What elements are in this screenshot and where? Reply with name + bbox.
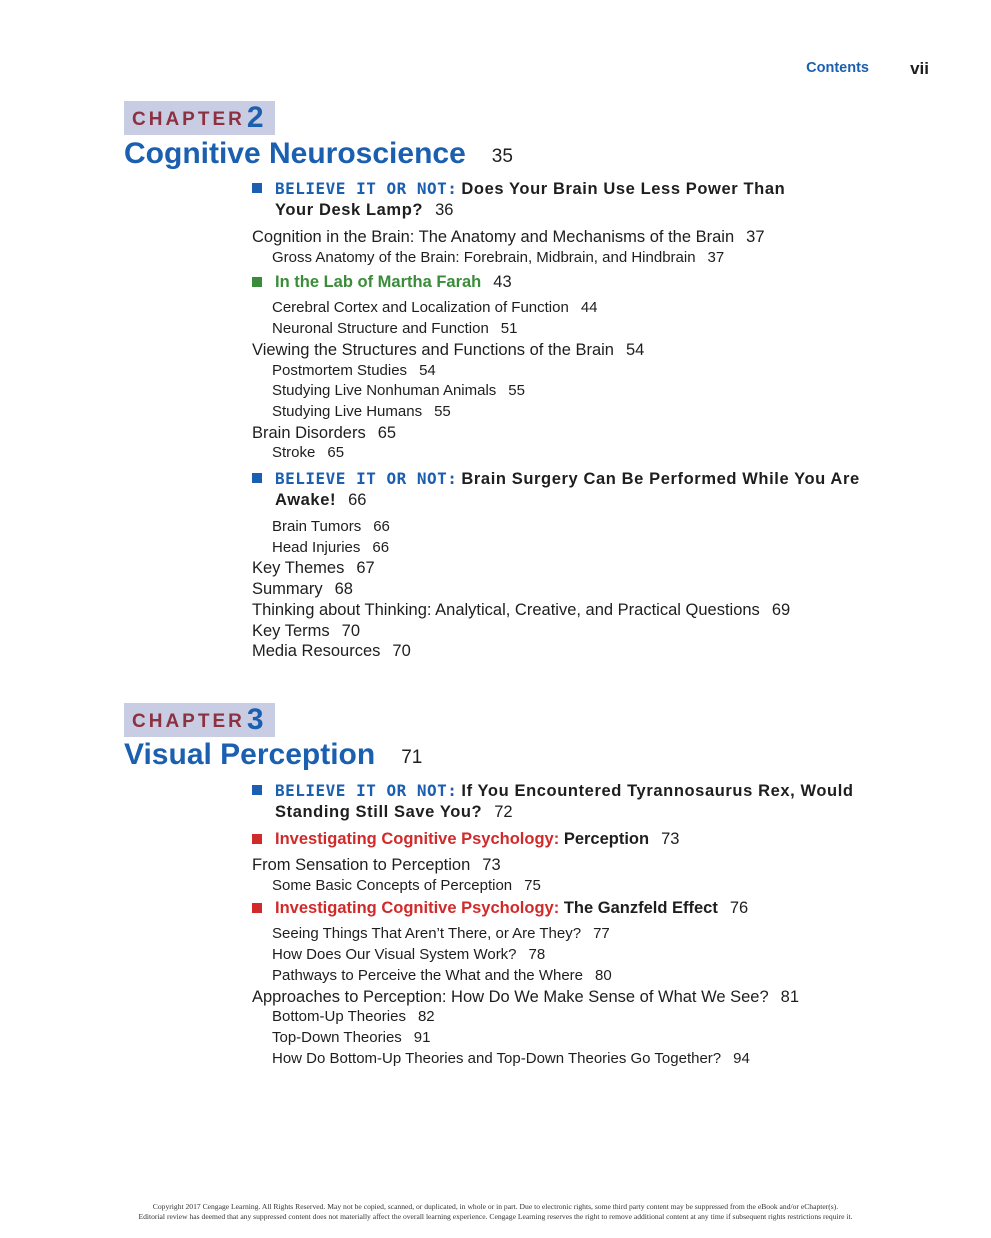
- chapter-label: [124, 101, 275, 135]
- entry-text: Head Injuries: [272, 538, 361, 556]
- entry-page: 70: [341, 621, 360, 640]
- chapter-label: [124, 703, 275, 737]
- believe-title-line1: Brain Surgery Can Be Performed While You Are: [461, 470, 860, 489]
- toc-entry-level1[interactable]: [252, 579, 932, 600]
- believe-title-line1: Does Your Brain Use Less Power Than: [461, 180, 786, 198]
- entry-page: 72: [494, 803, 513, 821]
- entry-page: 68: [334, 580, 353, 599]
- chapter-title[interactable]: [124, 738, 422, 772]
- entry-text: How Do Bottom-Up Theories and Top-Down Theories Go Together?: [272, 1049, 722, 1067]
- chapter-number: 3: [246, 703, 264, 736]
- entry-page: 76: [729, 899, 749, 918]
- investigating-entry[interactable]: [252, 829, 932, 850]
- chapter-page: 35: [491, 146, 513, 167]
- in-the-lab-entry[interactable]: [252, 272, 932, 293]
- investigating-label: Investigating Cognitive Psychology:: [275, 899, 560, 918]
- footer-line-1: Copyright 2017 Cengage Learning. All Rights Reserved. May not be copied, scanned, or duplicated, in whole or in part. Due to electronic rights, some third party content may be suppressed from the eBook and/or eChapter(s).: [152, 1202, 839, 1211]
- entry-page: 77: [593, 925, 610, 943]
- entry-page: 69: [771, 600, 791, 619]
- entry-page: 66: [372, 538, 390, 556]
- believe-it-or-not-entry[interactable]: [252, 780, 932, 823]
- believe-title-line1: If You Encountered Tyrannosaurus Rex, Would: [461, 782, 854, 800]
- toc-entry-level2[interactable]: [252, 966, 932, 987]
- entry-page: 37: [707, 248, 725, 266]
- toc-entry-level2[interactable]: [252, 381, 932, 402]
- believe-title-line2: Your Desk Lamp?: [275, 201, 424, 219]
- toc-entry-level2[interactable]: [252, 517, 932, 538]
- entry-page: 44: [580, 299, 598, 317]
- toc-entry-level2[interactable]: [252, 1007, 932, 1028]
- chapter-word: CHAPTER: [132, 711, 245, 732]
- square-bullet-icon: [252, 277, 262, 287]
- entry-text: Studying Live Nonhuman Animals: [272, 382, 497, 400]
- entry-page: 73: [661, 830, 680, 848]
- square-bullet-icon: [252, 903, 262, 913]
- entry-page: 65: [327, 444, 345, 462]
- entry-text: Key Themes: [252, 559, 345, 578]
- entry-page: 51: [500, 320, 518, 338]
- entry-text: Approaches to Perception: How Do We Make Sense of What We See?: [252, 987, 769, 1006]
- believe-prefix: BELIEVE IT OR NOT:: [275, 179, 458, 198]
- toc-entry-level2[interactable]: [252, 298, 932, 319]
- entry-page: 70: [392, 642, 411, 661]
- entry-page: 55: [508, 382, 525, 400]
- chapter-title-text: Cognitive Neuroscience: [124, 137, 466, 170]
- toc-entry-level1[interactable]: [252, 558, 932, 579]
- investigating-title: Perception: [563, 830, 650, 848]
- entry-text: Neuronal Structure and Function: [272, 320, 489, 338]
- chapter-word: CHAPTER: [132, 109, 245, 130]
- page-number: vii: [910, 59, 929, 78]
- toc-entry-level2[interactable]: [252, 402, 932, 423]
- entry-page: 73: [482, 856, 501, 874]
- believe-prefix: BELIEVE IT OR NOT:: [275, 781, 458, 800]
- entry-text: Brain Disorders: [252, 423, 366, 442]
- investigating-label: Investigating Cognitive Psychology:: [275, 830, 560, 848]
- toc-entry-level2[interactable]: [252, 443, 932, 464]
- entry-text: Gross Anatomy of the Brain: Forebrain, Midbrain, and Hindbrain: [272, 248, 696, 266]
- entry-page: 80: [595, 966, 612, 984]
- entry-page: 37: [746, 228, 765, 246]
- believe-it-or-not-entry[interactable]: [252, 178, 932, 221]
- entry-text: Viewing the Structures and Functions of the Brain: [252, 340, 614, 359]
- entry-text: Cognition in the Brain: The Anatomy and Mechanisms of the Brain: [252, 228, 735, 246]
- toc-chapter-2: [252, 178, 932, 662]
- toc-entry-level1[interactable]: [252, 641, 932, 662]
- believe-title-line2: Standing Still Save You?: [275, 803, 483, 821]
- believe-it-or-not-entry[interactable]: [252, 468, 932, 511]
- toc-entry-level2[interactable]: [252, 361, 932, 382]
- entry-page: 43: [493, 273, 512, 292]
- toc-entry-level1[interactable]: [252, 227, 932, 248]
- toc-entry-level1[interactable]: [252, 340, 932, 361]
- chapter-title[interactable]: [124, 137, 513, 171]
- entry-page: 54: [626, 340, 645, 359]
- copyright-footer: [0, 1202, 991, 1222]
- investigating-title: The Ganzfeld Effect: [563, 899, 718, 918]
- toc-entry-level2[interactable]: [252, 538, 932, 559]
- toc-entry-level2[interactable]: [252, 248, 932, 269]
- square-bullet-icon: [252, 785, 262, 795]
- entry-page: 65: [377, 423, 397, 442]
- square-bullet-icon: [252, 834, 262, 844]
- chapter-number: 2: [246, 101, 264, 134]
- entry-page: 75: [524, 876, 541, 894]
- lab-title: In the Lab of Martha Farah: [275, 273, 482, 292]
- toc-entry-level2[interactable]: [252, 1049, 932, 1070]
- square-bullet-icon: [252, 473, 262, 483]
- believe-title-line2: Awake!: [275, 491, 337, 510]
- toc-entry-level1[interactable]: [252, 987, 932, 1008]
- toc-entry-level2[interactable]: [252, 876, 932, 897]
- entry-page: 36: [435, 201, 454, 219]
- entry-text: Summary: [252, 580, 323, 599]
- toc-entry-level1[interactable]: [252, 423, 932, 444]
- entry-page: 54: [419, 361, 436, 379]
- toc-entry-level1[interactable]: [252, 600, 932, 621]
- entry-page: 91: [413, 1028, 431, 1046]
- entry-text: Cerebral Cortex and Localization of Function: [272, 299, 569, 317]
- toc-entry-level1[interactable]: [252, 621, 932, 642]
- toc-entry-level2[interactable]: [252, 945, 932, 966]
- entry-page: 78: [528, 946, 546, 964]
- square-bullet-icon: [252, 183, 262, 193]
- entry-text: Media Resources: [252, 642, 381, 661]
- entry-text: Thinking about Thinking: Analytical, Creative, and Practical Questions: [252, 600, 760, 619]
- believe-prefix: BELIEVE IT OR NOT:: [275, 469, 458, 489]
- entry-page: 82: [417, 1008, 435, 1026]
- entry-text: Top-Down Theories: [272, 1028, 402, 1046]
- entry-page: 81: [780, 987, 800, 1006]
- investigating-entry[interactable]: [252, 898, 932, 919]
- entry-text: Seeing Things That Aren’t There, or Are They?: [272, 925, 582, 943]
- entry-text: Studying Live Humans: [272, 402, 423, 420]
- entry-page: 55: [434, 402, 451, 420]
- footer-line-2: Editorial review has deemed that any suppressed content does not materially affect the overall learning experience. Cengage Learning reserves the right to remove additional content at any time if subsequent rights restrictions require it.: [138, 1212, 853, 1221]
- entry-text: How Does Our Visual System Work?: [272, 946, 517, 964]
- entry-text: Some Basic Concepts of Perception: [272, 876, 513, 894]
- chapter-page: 71: [401, 747, 423, 768]
- entry-page: 94: [733, 1049, 750, 1067]
- entry-text: Brain Tumors: [272, 518, 362, 536]
- toc-entry-level2[interactable]: [252, 319, 932, 340]
- entry-text: Postmortem Studies: [272, 361, 408, 379]
- running-head: [0, 60, 991, 80]
- entry-page: 67: [356, 559, 375, 578]
- chapter-title-text: Visual Perception: [124, 738, 376, 771]
- entry-text: Pathways to Perceive the What and the Where: [272, 966, 583, 984]
- toc-entry-level2[interactable]: [252, 1028, 932, 1049]
- entry-page: 66: [348, 491, 367, 510]
- toc-entry-level1[interactable]: [252, 855, 932, 876]
- entry-page: 66: [373, 518, 390, 536]
- entry-text: From Sensation to Perception: [252, 856, 471, 874]
- toc-chapter-3: [252, 780, 932, 1069]
- entry-text: Key Terms: [252, 621, 330, 640]
- entry-text: Stroke: [272, 444, 316, 462]
- running-head-section: Contents: [806, 60, 869, 76]
- toc-entry-level2[interactable]: [252, 924, 932, 945]
- entry-text: Bottom-Up Theories: [272, 1008, 406, 1026]
